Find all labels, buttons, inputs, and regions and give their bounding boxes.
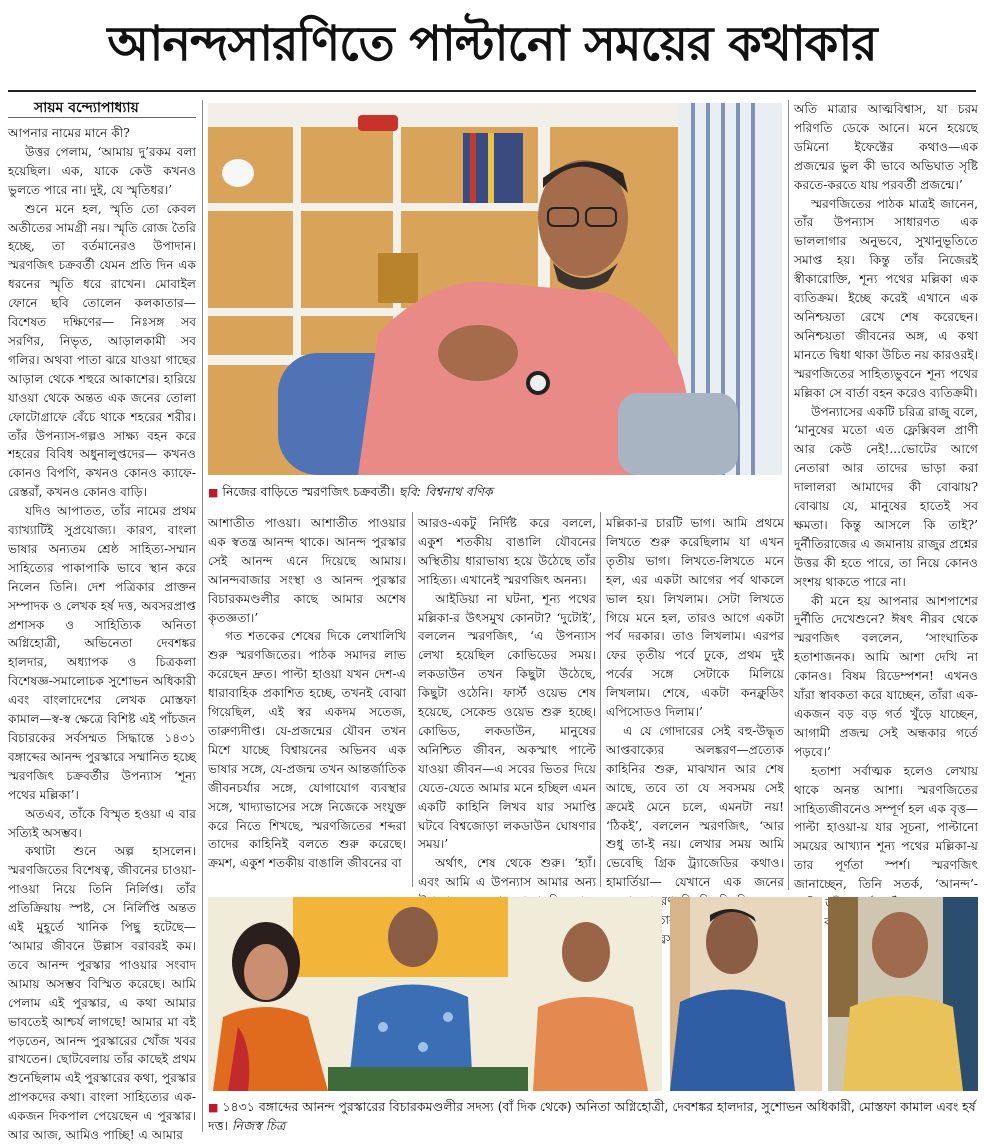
- author-photo-credit: ছবি: বিশ্বনাথ বণিক: [398, 484, 493, 499]
- paragraph: আপনার নামের মানে কী?: [8, 126, 130, 140]
- column-divider-3: [600, 512, 601, 887]
- column-divider-2: [412, 512, 413, 887]
- paragraph: আইডিয়া না ঘটনা, শূন্য পথের মল্লিকা-র উৎসমুখ কোনটা? ‘দুটোই’, বললেন স্মরণজিৎ, ‘এ উপন্যাস লেখা হয়েছিল কোভিডের সময়। লকডাউন তখন কিছুটা উঠেছে, কিছুটা ওঠেনি। ফার্স্ট ওয়েভ শেষ হয়েছে, সেকেন্ড ওয়েভ শুরু হচ্ছে। কোভিড, লকডাউন, মানুষের অনিশ্চিত জীবন, অকস্মাৎ পাল্টে যাওয়া জীবন—এ সবের ভিতর দিয়ে যেতে-যেতে আমার মনে হচ্ছিল এমন একটি কাহিনি লিখব যার সমাপ্তি ঘটবে বিশ্বজোড়া লকডাউন ঘোষণার সময়।’: [418, 591, 596, 852]
- paragraph: গত শতকের শেষের দিকে লেখালিখি শুরু স্মরণজিতের। পাঠক সমাদর লাভ করেছেন দ্রুত। পাল্টা হাওয়া যখন দেশ-এ ধারাবাহিক প্রকাশিত হচ্ছে, তখনই বোঝা গিয়েছিল, এই স্বর একদম সতেজ, তারুণ্যদীপ্ত। যে-প্রজন্মের যৌবন তখন মিশে যাচ্ছে বিশ্বায়নের অভিনব এক ভাষার সঙ্গে, যে-প্রজন্ম তখন আন্তর্জাতিক জীবনচর্যার সঙ্গে, যোগাযোগ ব্যবস্থার সঙ্গে, খাদ্যাভাসের সঙ্গে নিজেকে সংযুক্ত করে নিতে শিখছে, স্মরণজিতের শব্দরা তাদের কাহিনিই বলতে শুরু করেছে। ক্রমশ, একুশ শতকীয় বাঙালি জীবনের বা: [208, 629, 406, 871]
- jury-photo-mostafa: [670, 897, 822, 1091]
- article-column-2: [208, 514, 406, 886]
- jury-photo-caption: [208, 1098, 978, 1136]
- author-photo-caption-text: নিজের বাড়িতে স্মরণজিৎ চক্রবর্তী।: [222, 484, 395, 499]
- caption-marker-icon: ■: [208, 1101, 219, 1114]
- column-divider-1: [202, 100, 203, 1132]
- paragraph: যদিও আপাতত, তাঁর নামের প্রথম ব্যাখ্যাটিই সুপ্রযোজ্য। কারণ, বাংলা ভাষার অন্যতম শ্রেষ্ঠ সাহিত্য-সম্মান সাহিত্যের পাকাপাকি ভাবে স্থান করে নিলেন তিনি। দেশ পত্রিকার প্রাক্তন সম্পাদক ও লেখক হর্ষ দত্ত, অবসরপ্রাপ্ত প্রশাসক ও সাহিত্যিক অনিতা অগ্নিহোত্রী, অভিনেতা দেবশঙ্কর হালদার, অধ্যাপক ও চিত্রকলা বিশেষজ্ঞ-সমালোচক সুশোভন অধিকারী এবং বাংলাদেশের লেখক মোস্তফা কামাল—স্ব-স্ব ক্ষেত্রে বিশিষ্ট এই পাঁচজন বিচারকের সর্বসম্মত সিদ্ধান্তে ১৪৩১ বঙ্গাব্দের আনন্দ পুরস্কারে সম্মানিত হচ্ছে স্মরণজিৎ চক্রবর্তীর উপন্যাস ‘শূন্য পথের মল্লিকা’।: [8, 504, 196, 802]
- byline-underline: [8, 117, 196, 118]
- paragraph: অতএব, তাঁকে বিস্মৃত হওয়া এ বার সত্যিই অসম্ভব।: [8, 806, 196, 840]
- jury-photo-group: [208, 897, 662, 1091]
- author-photo-art: [208, 103, 782, 475]
- paragraph: অর্থাৎ, শেষ থেকে শুরু। ‘হ্যাঁ। এবং আমি এ উপন্যাস আমার অন্য: [418, 856, 596, 890]
- article-column-4: [606, 514, 784, 928]
- paragraph: হতাশা সর্বাত্মক হলেও লেখায় থাকে অনন্ত আশা। স্মরণজিতের সাহিত্যজীবনেও সম্পূর্ণ হল এক বৃত্ত—পাল্টা হাওয়া-য় যার সূচনা, পাল্টানো সময়ের আখ্যান শূন্য পথের মল্লিকা-য় তার পূর্ণতা স্পর্শ। স্মরণজিৎ জানাচ্ছেন, তিনি সতর্ক, ‘আনন্দ’-: [794, 763, 978, 892]
- jury-photo-group-art: [208, 897, 662, 1091]
- paragraph: উপন্যাসের একটি চরিত্র রাজু বলে, ‘মানুষের মতো এত ফ্লেক্সিবল প্রাণী আর কেউ নেই!...ভোটের আগে নেতারা আর তাদের ভাড়া করা দালালরা আমাদের কী বোঝায়? বোঝায় যে, মানুষের হাতেই সব ক্ষমতা। কিন্তু আসলে কি তাই?’ দুর্নীতিরাজের এ জমানায় রাজুর প্রশ্নের উত্তর কী হতে পারে, তা নিয়ে কোনও সংশয় থাকতে পারে না।: [794, 404, 978, 589]
- jury-photo-caption-text: ১৪৩১ বঙ্গাব্দের আনন্দ পুরস্কারের বিচারকমণ্ডলীর সদস্য (বাঁ দিক থেকে) অনিতা অগ্নিহোত্রী, দেবশঙ্কর হালদার, সুশোভন অধিকারী, মোস্তফা কামাল এবং হর্ষ দত্ত।: [208, 1099, 976, 1133]
- caption-marker-icon: ■: [208, 486, 219, 499]
- paragraph: কী মনে হয় আপনার আশপাশের দুর্নীতি দেখেশুনে? ঈষৎ নীরব থেকে স্মরণজিৎ বললেন, ‘সাংঘাতিক হতাশাজনক। আমি আশা দেখি না কোনও। বিষম রিডেম্পশন! এখনও যাঁরা স্বাবকতা করে যাচ্ছেন, তাঁরা এক-একজন বড় বড় গর্ত খুঁড়ে যাচ্ছেন, আগামী প্রজন্ম সেই অন্ধকার গর্তে পড়বে।’: [794, 593, 978, 759]
- paragraph: কথাটা শুনে অল্প হাসলেন। স্মরণজিতের বিশেষত্ব, জীবনের চাওয়া-পাওয়া নিয়ে তিনি নির্লিপ্ত। তাঁর প্রতিক্রিয়ায় স্পষ্ট, সে নির্লিপ্তি অন্তত এই মুহূর্তে খানিক পিছু হটেছে— ‘আমার জীবনে উল্লাস বরাবরই কম। তবে আনন্দ পুরস্কার পাওয়ার সংবাদ আমায় অসম্ভব বিস্মিত করেছে। আমি পেলাম এই পুরস্কার, এ কথা আমার ভাবতেই আশ্চর্য লাগছে! আমার মা বই পড়তেন, আনন্দ পুরস্কারের খোঁজ খবর রাখতেন। ছোটবেলায় তাঁর কাছেই প্রথম শুনেছিলাম এই পুরস্কারের কথা, পুরস্কার প্রাপকদের কথা। বাংলা সাহিত্যের এক-একজন দিকপাল পেয়েছেন এ পুরস্কার। আর আজ, আমিও পাচ্ছি! এ আমার: [8, 844, 196, 1143]
- byline: সায়ম বন্দ্যোপাধ্যায়: [34, 100, 139, 116]
- paragraph: স্মরণজিতের পাঠক মাত্রই জানেন, তাঁর উপন্যাস সাধারণত এক ভাললাগার অনুভবে, সুখানুভূতিতে সমাপ্ত হয়। কিন্তু তাঁর নিজেরই স্বীকারোক্তি, শূন্য পথের মল্লিকা এক ব্যতিক্রম। ইচ্ছে করেই এখানে এক অনিশ্চয়তা রেখে শেষ করেছেন। অনিশ্চয়তা জীবনের অঙ্গ, এ কথা মানতে দ্বিধা থাকা উচিত নয় কারওরই। স্মরণজিতের সাহিত্যভুবনে শূন্য পথের মল্লিকা সে বার্তা বহন করেও ব্যতিক্রমী।: [794, 196, 978, 400]
- author-photo: [208, 103, 782, 475]
- paragraph: আরও-একটু নির্দিষ্ট করে বললে, একুশ শতকীয় বাঙালি যৌবনের অস্থিতীয় ধারাভাষ্য হয়ে উঠেছে তাঁর সাহিত্য। এখানেই স্মরণজিৎ অনন্য।: [418, 516, 596, 587]
- headline: আনন্দসারণিতে পাল্টানো সময়ের কথাকার: [107, 16, 877, 72]
- jury-photo-harsha: [828, 897, 978, 1091]
- column-divider-4: [788, 100, 789, 890]
- paragraph: অতি মাত্রার আত্মবিশ্বাস, যা চরম পরিণতি ডেকে আনে। মনে হয়েছে ডমিনো ইফেক্টের কথাও—এক প্রজন্মের ভুল কী ভাবে অভিঘাত সৃষ্টি করতে-করতে যায় পরবর্তী প্রজন্মে।’: [794, 102, 978, 192]
- paragraph: মল্লিকা-র চারটি ভাগ। আমি প্রথমে লিখতে শুরু করেছিলাম যা এখন তৃতীয় ভাগ। লিখতে-লিখতে মনে হল, এর একটা আগের পর্ব থাকলে ভাল হয়। লিখলাম। সেটা লিখতে গিয়ে মনে হল, তারও আগে একটা পর্ব দরকার। তাও লিখলাম। এরপর ফের তৃতীয় পর্বে ঢুকে, প্রথম দুই পর্বের সঙ্গে সেটাকে মিলিয়ে লিখলাম। শেষে, একটা কনক্লুডিং এপিসোডও দিলাম।’: [606, 516, 784, 720]
- headline-rule: [8, 90, 976, 92]
- article-column-5: [794, 100, 978, 892]
- author-photo-caption: [208, 483, 782, 503]
- jury-photo-harsha-art: [828, 897, 978, 1091]
- paragraph: এ যে গোদারের সেই বহু-উদ্ধৃত আপ্তবাক্যের অলঙ্করণ—প্রত্যেক কাহিনির শুরু, মাঝখান আর শেষ আছে, তবে তা যে সবসময় সেই ক্রমেই মেনে চলে, এমনটা নয়! ‘ঠিকই’, বললেন স্মরণজিৎ, ‘আর শুধু তা-ই নয়। লেখার সময় আমি ভেবেছি গ্রিক ট্র্যাজেডির কথাও। হামার্তিয়া— যেখানে এক জনের তারই: [606, 723, 784, 928]
- jury-photo-mostafa-art: [670, 897, 822, 1091]
- paragraph: আশাতীত পাওয়া। আশাতীত পাওয়ার এক স্বতন্ত্র আনন্দ থাকে। আনন্দ পুরস্কার সেই আনন্দ এনে দিয়েছে আমায়। আনন্দবাজার সংস্থা ও আনন্দ পুরস্কার বিচারকমণ্ডলীর কাছে আমার অশেষ কৃতজ্ঞতা।’: [208, 516, 406, 625]
- article-column-1: [8, 124, 196, 1143]
- paragraph: শুনে মনে হল, স্মৃতি তো কেবল অতীতের সামগ্রী নয়। স্মৃতি রোজ তৈরি হচ্ছে, তা বর্তমানেরও উপাদান। স্মরণজিৎ চক্রবর্তী যেমন প্রতি দিন এক ধরনের স্মৃতি ধরে রাখেন। মোবাইল ফোনে ছবি তোলেন কলকাতার—বিশেষত দক্ষিণের— নিঃসঙ্গ সব সরণির, নিভৃত, আড়ালকামী সব গলির। অথবা পাতা ঝরে যাওয়া গাছের আড়াল থেকে শহুরে আকাশের। হারিয়ে যাওয়া থেকে অন্তত এক জনের তোলা ফোটোগ্রাফে বেঁচে থাকে শহরের শরীর। তাঁর উপন্যাস-গল্পও সাক্ষ্য বহন করে শহরের বিবিধ অধুনালুপ্তদের— কখনও কোনও বিপণি, কখনও কোনও ক্যাফে-রেস্তরাঁ, কখনও কোনও বাড়ি।: [8, 201, 196, 500]
- paragraph: উত্তর পেলাম, ‘আমায় দু’রকম বলা হয়েছিল। এক, যাকে কেউ কখনও ভুলতে পারে না। দুই, যে স্মৃতিধর।’: [8, 144, 196, 197]
- jury-photo-credit: নিজস্ব চিত্র: [231, 1118, 286, 1133]
- article-column-3: [418, 514, 596, 890]
